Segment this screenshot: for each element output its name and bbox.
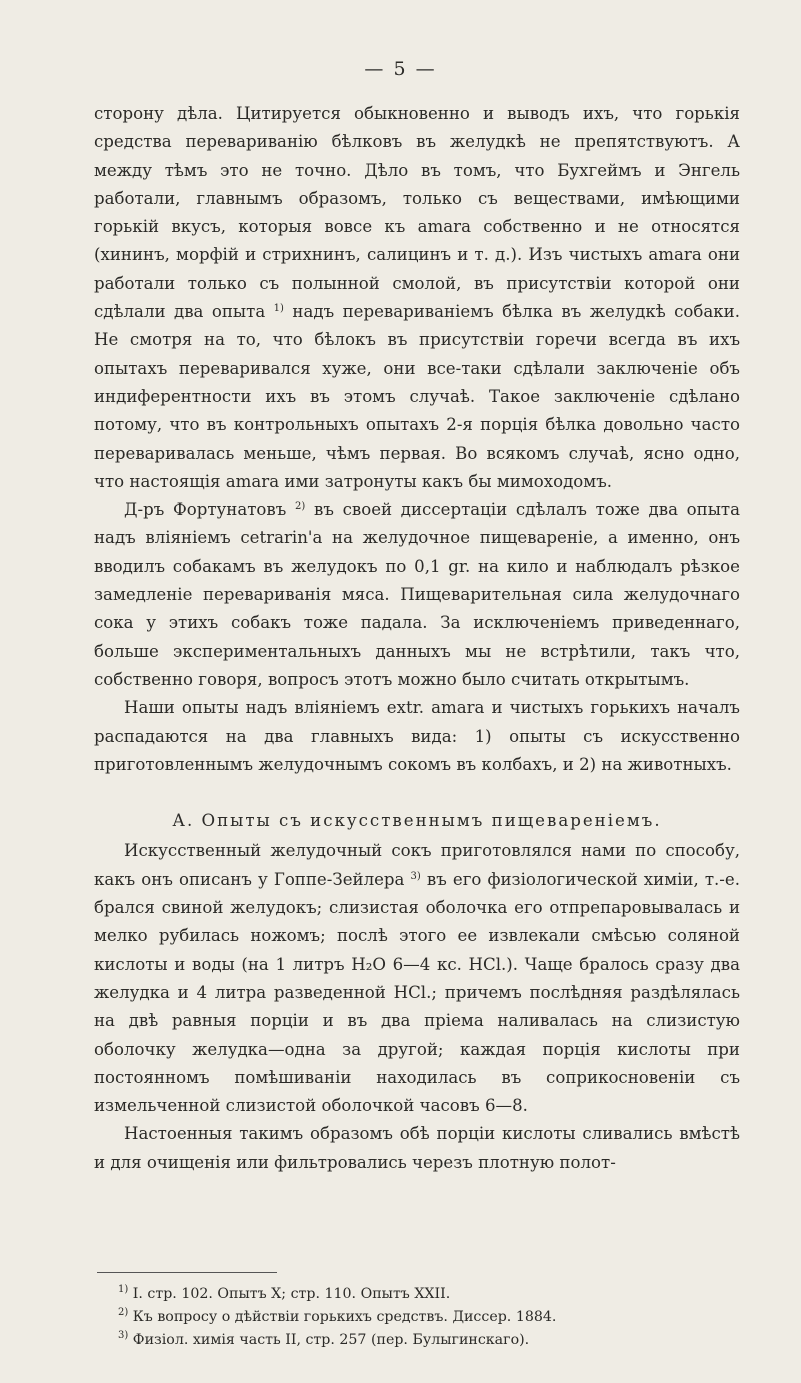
paragraph: Искусственный желудочный сокъ приготовлялся нами по способу, какъ онъ описанъ у Гоппе-Зейлера $^{3)}$ въ его физіологической химіи, т.-е. брался свиной желудокъ; слизистая оболочка его отпрепаровывалась и мелко рубилась ножомъ; послѣ этого ее извлекали смѣсью соляной кислоты и воды (на 1 литръ H₂O 6—4 кс. HCl.). Чаще бралось сразу два желудка и 4 литра разведенной HCl.; причемъ послѣдняя раздѣлялась на двѣ равныя порціи и въ два пріема наливалась на слизистую оболочку желудка—одна за другой; каждая порція кислоты при постоянномъ помѣшиваніи находилась въ соприкосновеніи съ измельченной слизистой оболочкой часовъ 6—8. <box>94 841 740 1116</box>
paragraph: Наши опыты надъ вліяніемъ extr. amara и чистыхъ горькихъ началъ распадаются на два главныхъ вида: 1) опыты съ искусственно приготовленнымъ желудочнымъ сокомъ въ колбахъ, и 2) на животныхъ. <box>94 698 740 774</box>
footnote-ref: 3) <box>410 870 421 882</box>
footnote: $^{3)}$ Физіол. химія часть II, стр. 257 (пер. Булыгинскаго). <box>118 1330 530 1348</box>
paragraph: Настоенныя такимъ образомъ обѣ порціи кислоты сливались вмѣстѣ и для очищенія или фильтровались черезъ плотную полот- <box>94 1124 740 1172</box>
footnote: $^{1)}$ I. стр. 102. Опытъ X; стр. 110. Опытъ XXII. <box>118 1284 451 1302</box>
footnote-ref: 2) <box>295 501 306 513</box>
paragraph: Д-ръ Фортунатовъ $^{2)}$ въ своей диссертаціи сдѣлалъ тоже два опыта надъ вліяніемъ cetrarin'а на желудочное пищевареніе, а именно, онъ вводилъ собакамъ въ желудокъ по 0,1 gr. на кило и наблюдалъ рѣзкое замедленіе перевариванія мяса. Пищеварительная сила желудочнаго сока у этихъ собакъ тоже падала. За исключеніемъ приведеннаго, больше экспериментальныхъ данныхъ мы не встрѣтили, такъ что, собственно говоря, вопросъ этотъ можно было считать открытымъ. <box>94 500 741 689</box>
paragraph: сторону дѣла. Цитируется обыкновенно и выводъ ихъ, что горькія средства перевариванію бѣлковъ въ желудкѣ не препятствуютъ. А между тѣмъ это не точно. Дѣло въ томъ, что Бухгеймъ и Энгель работали, главнымъ образомъ, только съ веществами, имѣющими горькій вкусъ, которыя вовсе къ amara собственно и не относятся (хининъ, морфій и стрихнинъ, салицинъ и т. д.). Изъ чистыхъ amara они работали только съ полынной смолой, въ присутствіи которой они сдѣлали два опыта $^{1)}$ надъ перевариваніемъ бѣлка въ желудкѣ собаки. Не смотря на то, что бѣлокъ въ присутствіи горечи всегда въ ихъ опытахъ переваривался хуже, они все-таки сдѣлали заключеніе объ индиферентности ихъ въ этомъ случаѣ. Такое заключеніе сдѣлано потому, что въ контрольныхъ опытахъ 2-я порція бѣлка довольно часто переваривалась меньше, чѣмъ первая. Во всякомъ случаѣ, ясно одно, что настоящія amara ими затронуты какъ бы мимоходомъ. <box>94 104 741 491</box>
footnote-divider <box>97 1272 277 1273</box>
page-number: — 5 — <box>364 58 437 80</box>
footnotes <box>118 1283 728 1352</box>
section-heading: А. Опыты съ искусственнымъ пищевареніемъ. <box>172 811 662 831</box>
main-text <box>94 100 740 1177</box>
footnote-ref: 1) <box>273 303 284 315</box>
footnote: $^{2)}$ Къ вопросу о дѣйствіи горькихъ средствъ. Диссер. 1884. <box>118 1307 557 1325</box>
